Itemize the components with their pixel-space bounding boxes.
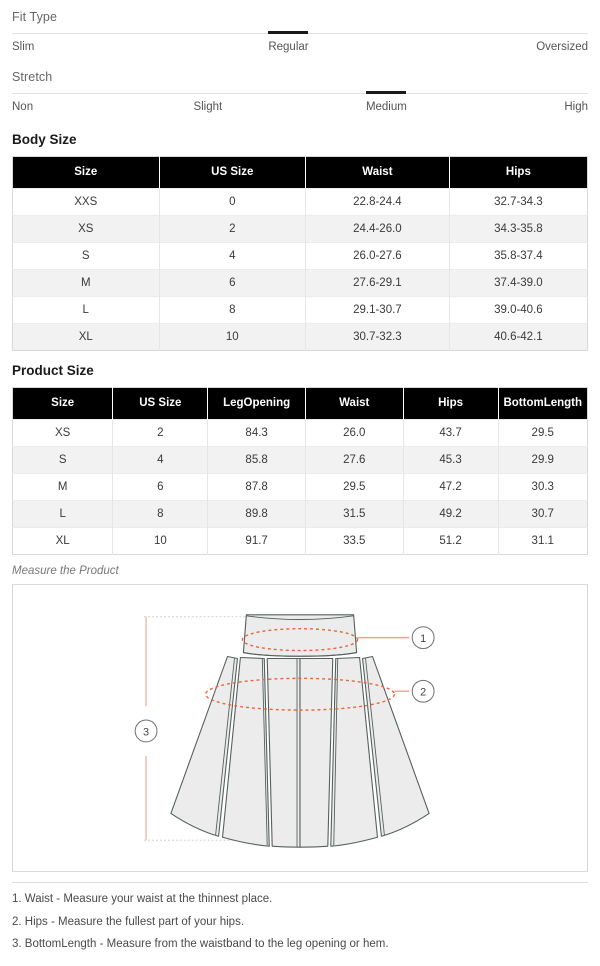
callout-label-3: 3 bbox=[143, 726, 150, 739]
table-cell: 30.7 bbox=[498, 501, 588, 528]
table-cell: 87.8 bbox=[208, 474, 306, 501]
fit-type-option-regular[interactable]: Regular bbox=[268, 41, 309, 53]
table-cell: 31.1 bbox=[498, 528, 588, 555]
table-cell: 22.8-24.4 bbox=[306, 189, 450, 216]
body-size-table bbox=[12, 156, 588, 351]
callout-label-2: 2 bbox=[420, 687, 427, 700]
note-hips: 2. Hips - Measure the fullest part of your hips. bbox=[12, 915, 245, 928]
table-cell: 27.6-29.1 bbox=[306, 270, 450, 297]
table-cell: 51.2 bbox=[403, 528, 498, 555]
table-row bbox=[13, 189, 588, 216]
product-size-table-head bbox=[13, 388, 588, 420]
body-size-table-body bbox=[13, 189, 588, 351]
product-col-hips: Hips bbox=[403, 388, 498, 420]
callout-marker-1 bbox=[412, 627, 434, 649]
note-bottom-length: 3. BottomLength - Measure from the waistband to the leg opening or hem. bbox=[12, 938, 389, 951]
fit-attributes bbox=[0, 0, 600, 120]
table-row bbox=[13, 243, 588, 270]
table-cell: 84.3 bbox=[208, 420, 306, 447]
fit-type-option-labels bbox=[12, 34, 588, 60]
table-cell: 27.6 bbox=[305, 447, 403, 474]
body-col-hips: Hips bbox=[449, 157, 587, 189]
table-cell: M bbox=[13, 474, 113, 501]
table-cell: XXS bbox=[13, 189, 160, 216]
table-cell: 30.7-32.3 bbox=[306, 324, 450, 351]
table-cell: 30.3 bbox=[498, 474, 588, 501]
table-cell: 2 bbox=[113, 420, 208, 447]
product-size-heading: Product Size bbox=[12, 363, 94, 379]
table-cell: 45.3 bbox=[403, 447, 498, 474]
callout-marker-3 bbox=[135, 720, 157, 742]
table-cell: L bbox=[13, 501, 113, 528]
attribute-title-stretch: Stretch bbox=[12, 70, 53, 84]
table-cell: 34.3-35.8 bbox=[449, 216, 587, 243]
table-cell: 6 bbox=[159, 270, 306, 297]
table-cell: 89.8 bbox=[208, 501, 306, 528]
table-cell: 29.1-30.7 bbox=[306, 297, 450, 324]
table-row bbox=[13, 447, 588, 474]
stretch-option-medium[interactable]: Medium bbox=[365, 101, 407, 113]
body-size-table-wrap bbox=[0, 156, 600, 351]
product-measurement-diagram bbox=[12, 584, 588, 872]
product-size-table bbox=[12, 387, 588, 555]
table-header-row bbox=[13, 388, 588, 420]
body-col-waist: Waist bbox=[306, 157, 450, 189]
skirt-panel-4 bbox=[300, 659, 333, 848]
body-col-us-size: US Size bbox=[159, 157, 306, 189]
table-cell: 6 bbox=[113, 474, 208, 501]
measurement-notes bbox=[12, 882, 588, 951]
table-cell: 2 bbox=[159, 216, 306, 243]
skirt-illustration bbox=[171, 615, 429, 847]
product-col-leg-opening: LegOpening bbox=[208, 388, 306, 420]
table-row bbox=[13, 474, 588, 501]
note-waist: 1. Waist - Measure your waist at the thinnest place. bbox=[12, 893, 273, 906]
table-cell: 29.5 bbox=[305, 474, 403, 501]
table-cell: 31.5 bbox=[305, 501, 403, 528]
callout-label-1: 1 bbox=[420, 633, 427, 646]
skirt-diagram-svg bbox=[13, 585, 587, 871]
table-cell: S bbox=[13, 447, 113, 474]
attribute-title-fit-type: Fit Type bbox=[12, 10, 58, 24]
measure-the-product-label: Measure the Product bbox=[12, 565, 119, 578]
fit-type-option-slim[interactable]: Slim bbox=[12, 41, 35, 53]
table-row bbox=[13, 216, 588, 243]
product-col-bottom-length: BottomLength bbox=[498, 388, 588, 420]
table-cell: XS bbox=[13, 420, 113, 447]
table-cell: 29.5 bbox=[498, 420, 588, 447]
table-cell: 33.5 bbox=[305, 528, 403, 555]
body-size-table-head bbox=[13, 157, 588, 189]
table-cell: XS bbox=[13, 216, 160, 243]
callout-marker-2 bbox=[412, 681, 434, 703]
stretch-option-non[interactable]: Non bbox=[12, 101, 34, 113]
table-cell: 29.9 bbox=[498, 447, 588, 474]
body-col-size: Size bbox=[13, 157, 160, 189]
table-row bbox=[13, 297, 588, 324]
table-cell: 40.6-42.1 bbox=[449, 324, 587, 351]
table-cell: 26.0-27.6 bbox=[306, 243, 450, 270]
table-row bbox=[13, 528, 588, 555]
table-cell: 4 bbox=[113, 447, 208, 474]
table-cell: 39.0-40.6 bbox=[449, 297, 587, 324]
table-cell: 91.7 bbox=[208, 528, 306, 555]
table-cell: 24.4-26.0 bbox=[306, 216, 450, 243]
table-cell: L bbox=[13, 297, 160, 324]
table-cell: 8 bbox=[159, 297, 306, 324]
product-col-waist: Waist bbox=[305, 388, 403, 420]
stretch-option-labels bbox=[12, 94, 588, 120]
table-cell: 8 bbox=[113, 501, 208, 528]
table-row bbox=[13, 501, 588, 528]
fit-type-option-oversized[interactable]: Oversized bbox=[536, 41, 588, 53]
body-size-heading: Body Size bbox=[12, 132, 77, 147]
table-cell: 10 bbox=[159, 324, 306, 351]
table-cell: 85.8 bbox=[208, 447, 306, 474]
attribute-fit-type bbox=[12, 0, 588, 60]
stretch-option-high[interactable]: High bbox=[564, 101, 588, 113]
table-cell: 49.2 bbox=[403, 501, 498, 528]
table-cell: 43.7 bbox=[403, 420, 498, 447]
attribute-stretch bbox=[12, 60, 588, 120]
table-row bbox=[13, 420, 588, 447]
table-cell: 35.8-37.4 bbox=[449, 243, 587, 270]
stretch-option-slight[interactable]: Slight bbox=[193, 101, 223, 113]
table-row bbox=[13, 324, 588, 351]
table-row bbox=[13, 270, 588, 297]
product-size-table-wrap bbox=[0, 387, 600, 555]
product-col-us-size: US Size bbox=[113, 388, 208, 420]
table-cell: XL bbox=[13, 528, 113, 555]
table-cell: M bbox=[13, 270, 160, 297]
table-cell: 47.2 bbox=[403, 474, 498, 501]
table-cell: 4 bbox=[159, 243, 306, 270]
table-cell: 0 bbox=[159, 189, 306, 216]
table-cell: 37.4-39.0 bbox=[449, 270, 587, 297]
table-cell: S bbox=[13, 243, 160, 270]
table-cell: 32.7-34.3 bbox=[449, 189, 587, 216]
product-col-size: Size bbox=[13, 388, 113, 420]
product-size-table-body bbox=[13, 420, 588, 555]
skirt-panel-3 bbox=[267, 659, 300, 848]
table-cell: 26.0 bbox=[305, 420, 403, 447]
table-cell: 10 bbox=[113, 528, 208, 555]
table-cell: XL bbox=[13, 324, 160, 351]
table-header-row bbox=[13, 157, 588, 189]
